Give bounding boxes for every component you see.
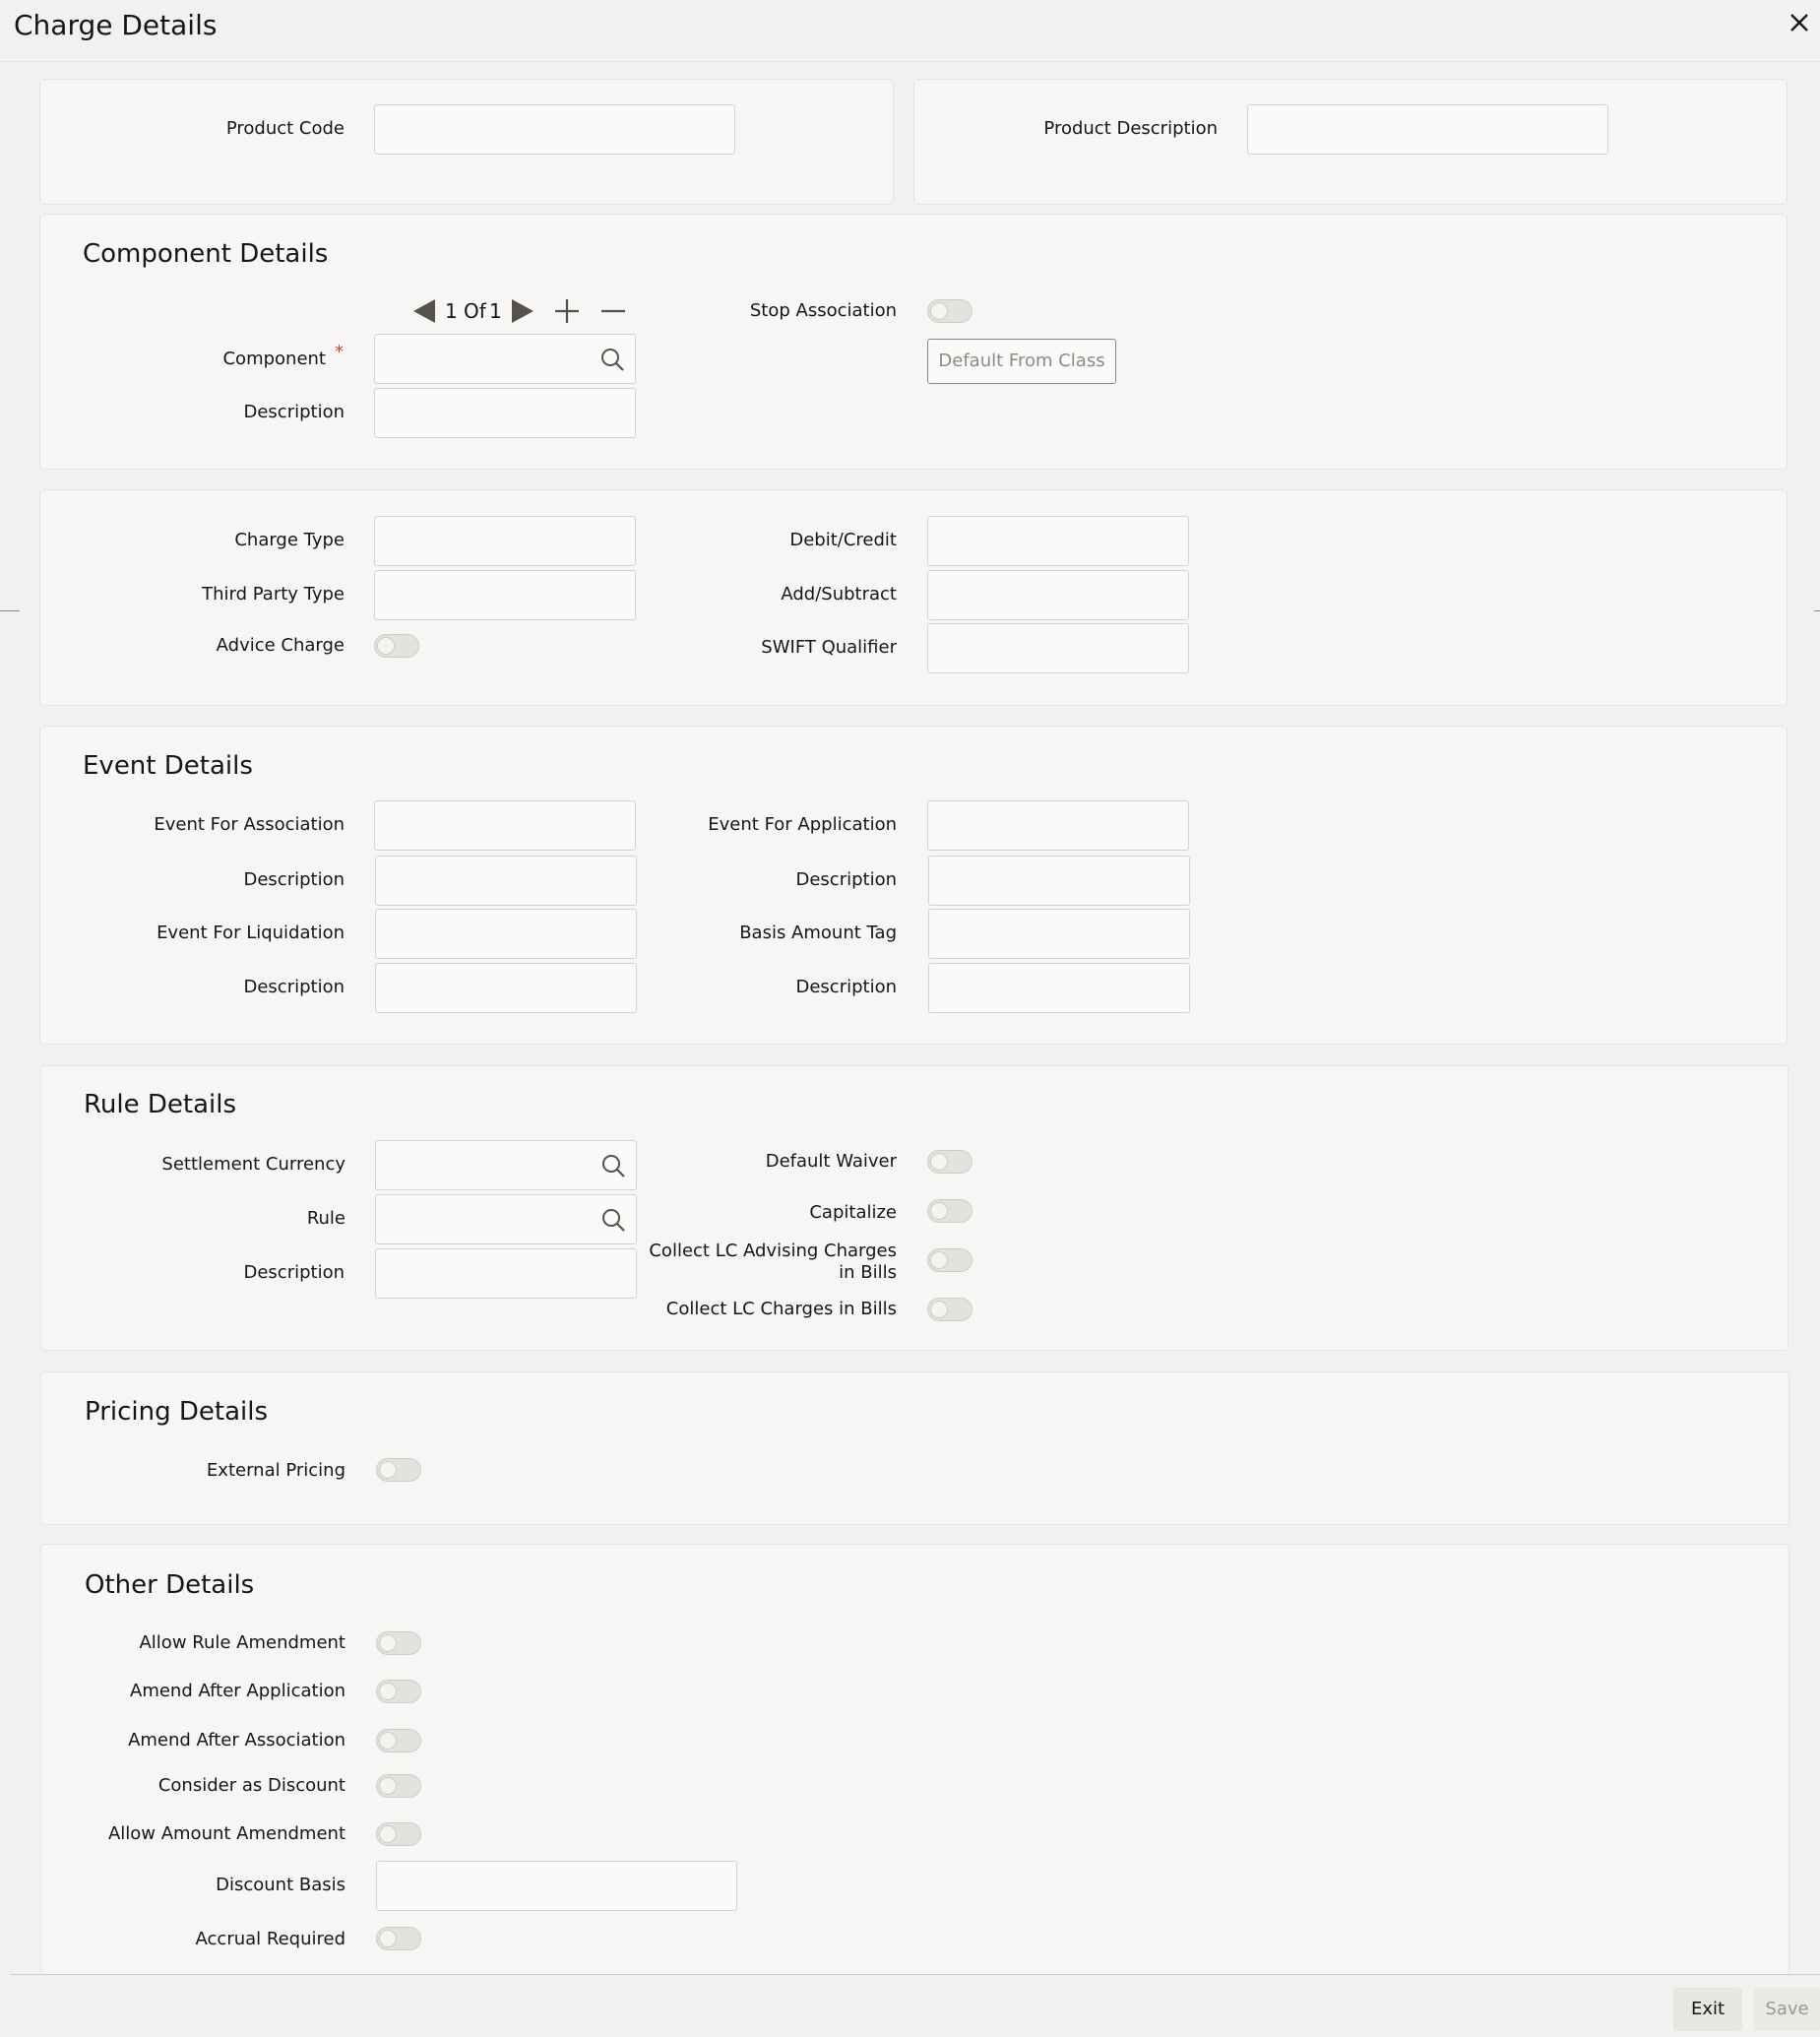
left-edge-mark: [0, 610, 20, 611]
basis-amount-tag-input[interactable]: [929, 910, 1189, 958]
discount-basis-label: Discount Basis: [216, 1875, 345, 1895]
event-for-application-input[interactable]: [928, 801, 1188, 850]
toggle-knob: [379, 1930, 397, 1947]
component-label: Component: [222, 349, 326, 369]
toggle-knob: [379, 1777, 397, 1795]
default-waiver-label: Default Waiver: [765, 1151, 897, 1172]
third-party-type-input[interactable]: [375, 571, 635, 619]
event-liquidation-description-label: Description: [243, 977, 345, 997]
event-for-association-input[interactable]: [375, 801, 635, 850]
toggle-knob: [379, 1825, 397, 1843]
toggle-knob: [930, 1153, 948, 1171]
product-code-input[interactable]: [375, 105, 734, 154]
settlement-currency-field[interactable]: [375, 1140, 637, 1190]
close-icon[interactable]: [1785, 8, 1814, 37]
footer-divider: [10, 1974, 1820, 1975]
toggle-knob: [379, 1461, 397, 1479]
settlement-currency-input[interactable]: [376, 1141, 636, 1189]
accrual-required-label: Accrual Required: [195, 1929, 345, 1949]
event-association-description-label: Description: [243, 869, 345, 890]
swift-qualifier-input[interactable]: [928, 624, 1188, 672]
advice-charge-label: Advice Charge: [216, 635, 345, 656]
add-record-icon[interactable]: [552, 298, 582, 324]
product-code-field[interactable]: [374, 104, 735, 155]
exit-button[interactable]: Exit: [1673, 1988, 1742, 2031]
component-description-label: Description: [243, 402, 345, 422]
amend-after-application-label: Amend After Application: [130, 1681, 345, 1701]
product-description-field[interactable]: [1247, 104, 1608, 155]
toggle-knob: [379, 1634, 397, 1652]
amend-after-association-label: Amend After Association: [128, 1730, 345, 1751]
collect-lc-advising-label: Collect LC Advising Charges in Bills: [649, 1241, 897, 1283]
toggle-knob: [930, 1202, 948, 1220]
basis-amount-tag-label: Basis Amount Tag: [739, 923, 897, 943]
amend-after-application-toggle[interactable]: [376, 1680, 421, 1703]
toggle-knob: [379, 1683, 397, 1700]
allow-amount-amendment-toggle[interactable]: [376, 1822, 421, 1846]
other-details-heading: Other Details: [85, 1570, 255, 1600]
save-button[interactable]: Save: [1754, 1988, 1820, 2031]
capitalize-toggle[interactable]: [927, 1199, 973, 1223]
other-details-panel: [40, 1544, 1789, 1975]
swift-qualifier-label: SWIFT Qualifier: [761, 637, 897, 658]
pricing-details-heading: Pricing Details: [85, 1397, 269, 1427]
right-edge-mark: [1814, 610, 1820, 611]
event-for-liquidation-label: Event For Liquidation: [157, 923, 345, 943]
pager-total: 1: [489, 299, 502, 323]
pager-of: Of: [464, 299, 486, 323]
consider-as-discount-toggle[interactable]: [376, 1774, 421, 1798]
event-for-liquidation-input[interactable]: [376, 910, 636, 958]
advice-charge-toggle[interactable]: [374, 634, 419, 658]
component-input[interactable]: [375, 335, 635, 383]
component-field[interactable]: [374, 334, 636, 384]
event-for-association-field[interactable]: [374, 800, 636, 851]
event-for-application-field[interactable]: [927, 800, 1189, 851]
product-description-label: Product Description: [1043, 118, 1218, 139]
header-divider: [0, 61, 1820, 62]
toggle-knob: [930, 1301, 948, 1318]
page-title: Charge Details: [14, 9, 218, 41]
capitalize-label: Capitalize: [809, 1202, 897, 1223]
collect-lc-charges-toggle[interactable]: [927, 1298, 973, 1321]
toggle-knob: [377, 637, 395, 655]
close-button[interactable]: [1785, 8, 1814, 37]
event-association-description-field[interactable]: [375, 856, 637, 906]
consider-as-discount-label: Consider as Discount: [157, 1775, 345, 1796]
debit-credit-label: Debit/Credit: [789, 530, 897, 550]
event-for-application-label: Event For Application: [708, 814, 897, 835]
event-association-description-input[interactable]: [376, 857, 636, 905]
basis-description-label: Description: [795, 977, 897, 997]
event-for-liquidation-field[interactable]: [375, 909, 637, 959]
swift-qualifier-field[interactable]: [927, 623, 1189, 673]
event-liquidation-description-input[interactable]: [376, 964, 636, 1012]
discount-basis-field[interactable]: [376, 1861, 737, 1911]
rule-details-panel: [40, 1065, 1789, 1351]
basis-description-field[interactable]: [928, 963, 1190, 1013]
allow-rule-amendment-toggle[interactable]: [376, 1631, 421, 1655]
event-application-description-input[interactable]: [929, 857, 1189, 905]
collect-lc-charges-label: Collect LC Charges in Bills: [665, 1299, 897, 1319]
product-code-label: Product Code: [225, 118, 345, 139]
required-indicator: *: [335, 342, 344, 362]
search-icon[interactable]: [599, 347, 625, 372]
amend-after-association-toggle[interactable]: [376, 1729, 421, 1752]
external-pricing-toggle[interactable]: [376, 1458, 421, 1482]
pricing-details-panel: [40, 1371, 1789, 1525]
basis-description-input[interactable]: [929, 964, 1189, 1012]
accrual-required-toggle[interactable]: [376, 1927, 421, 1950]
debit-credit-input[interactable]: [928, 517, 1188, 565]
settlement-currency-label: Settlement Currency: [161, 1154, 345, 1175]
collect-lc-advising-toggle[interactable]: [927, 1248, 973, 1272]
stop-association-toggle[interactable]: [927, 299, 973, 323]
event-details-heading: Event Details: [83, 751, 253, 781]
component-description-field[interactable]: [374, 388, 636, 438]
charge-type-field[interactable]: [374, 516, 636, 566]
rule-details-heading: Rule Details: [84, 1090, 236, 1119]
add-subtract-field[interactable]: [927, 570, 1189, 620]
toggle-knob: [930, 302, 948, 320]
pager-current: 1: [445, 299, 458, 323]
search-icon[interactable]: [600, 1207, 626, 1233]
allow-amount-amendment-label: Allow Amount Amendment: [107, 1823, 345, 1844]
default-waiver-toggle[interactable]: [927, 1150, 973, 1174]
toggle-knob: [930, 1251, 948, 1269]
discount-basis-input[interactable]: [377, 1862, 736, 1910]
search-icon[interactable]: [600, 1153, 626, 1178]
third-party-type-label: Third Party Type: [202, 584, 345, 605]
third-party-type-field[interactable]: [374, 570, 636, 620]
component-description-input[interactable]: [375, 389, 635, 437]
default-from-class-button[interactable]: Default From Class: [927, 339, 1116, 384]
previous-record-icon[interactable]: [411, 297, 437, 325]
debit-credit-field[interactable]: [927, 516, 1189, 566]
event-for-association-label: Event For Association: [154, 814, 345, 835]
add-subtract-input[interactable]: [928, 571, 1188, 619]
rule-description-input[interactable]: [376, 1249, 636, 1298]
basis-amount-tag-field[interactable]: [928, 909, 1190, 959]
rule-description-label: Description: [243, 1262, 345, 1283]
stop-association-label: Stop Association: [749, 300, 897, 321]
event-application-description-field[interactable]: [928, 856, 1190, 906]
remove-record-icon[interactable]: [598, 298, 628, 324]
toggle-knob: [379, 1732, 397, 1750]
charge-type-label: Charge Type: [234, 530, 345, 550]
external-pricing-label: External Pricing: [206, 1460, 345, 1481]
rule-field[interactable]: [375, 1194, 637, 1244]
add-subtract-label: Add/Subtract: [781, 584, 897, 605]
event-application-description-label: Description: [795, 869, 897, 890]
next-record-icon[interactable]: [510, 297, 535, 325]
component-details-heading: Component Details: [83, 239, 329, 269]
allow-rule-amendment-label: Allow Rule Amendment: [139, 1632, 345, 1653]
product-description-input[interactable]: [1248, 105, 1607, 154]
event-liquidation-description-field[interactable]: [375, 963, 637, 1013]
charge-type-input[interactable]: [375, 517, 635, 565]
rule-description-field[interactable]: [375, 1248, 637, 1299]
rule-label: Rule: [306, 1208, 345, 1229]
rule-input[interactable]: [376, 1195, 636, 1243]
